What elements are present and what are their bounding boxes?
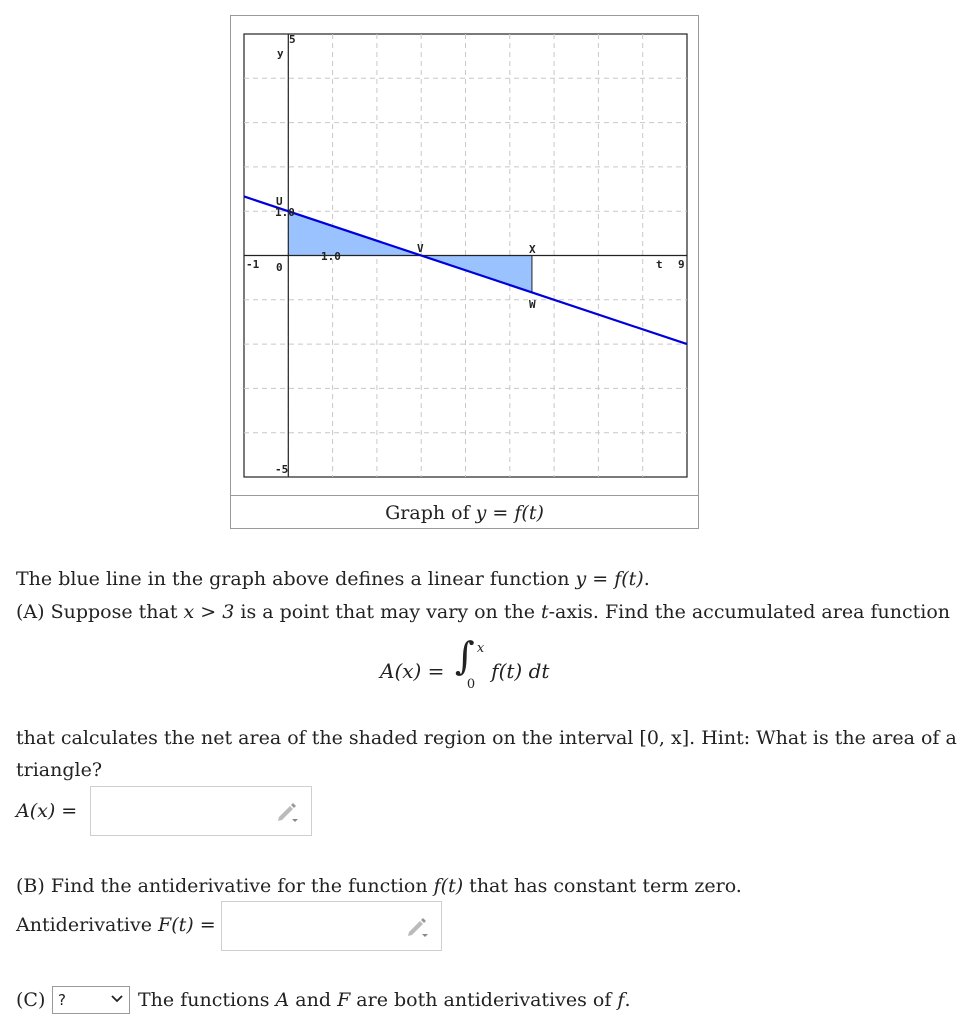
caption-prefix: Graph of [385,502,476,524]
label-point-v: V [417,242,424,255]
label-x-max: 9 [678,258,685,271]
intro-text: The blue line in the graph above defines a linear function [16,568,576,590]
graph-plot [231,16,698,495]
answer-b-box[interactable] [221,901,442,951]
part-c-a: A [275,989,290,1011]
part-a-t: t [540,601,549,623]
integrand: f(t) dt [491,659,550,683]
part-a-prefix: (A) Suppose that [16,601,184,623]
part-b-math: f(t) [433,875,464,897]
label-y-max: 5 [289,33,296,46]
integral-symbol-group [451,634,485,692]
part-a-math: x > 3 [183,601,235,623]
hint-line-1: that calculates the net area of the shaded region on the interval [0, x]. Hint: What is the area of a [16,727,957,749]
intro-line [16,566,650,592]
part-b-prefix: (B) Find the antiderivative for the function [16,875,434,897]
formula-lhs: A(x) = [380,659,451,683]
answer-a-label [16,798,77,824]
part-b-suffix: that has constant term zero. [463,875,742,897]
part-c-f: f [617,989,625,1011]
integral-formula [380,634,550,692]
answer-b-label-math: F(t) = [158,914,216,936]
label-point-x: X [529,243,536,256]
label-10-x: 1.0 [321,250,341,263]
part-c-and: and [289,989,338,1011]
pencil-icon[interactable] [275,799,301,825]
part-c-text-2: are both antiderivatives of [350,989,618,1011]
label-x-min: -1 [246,258,260,271]
integral-lower: 0 [466,677,476,692]
label-y-min: -5 [275,463,289,476]
label-10-y: 1.0 [275,206,295,219]
graph-figure [230,15,699,529]
answer-a-input[interactable] [91,787,277,835]
part-c-select-value: ? [58,991,66,1009]
part-c-statement [138,987,631,1013]
answer-a-box[interactable] [90,786,312,836]
integral-upper: x [476,641,485,656]
part-a-line [16,599,950,625]
intro-end: . [643,568,650,590]
part-c-label: (C) [16,989,46,1011]
integral-sign: ∫ [454,634,475,678]
answer-a-label-text: A(x) = [16,800,78,822]
part-c-text-1: The functions [138,989,276,1011]
part-b-line [16,873,742,899]
label-origin: 0 [276,261,283,274]
part-a-suffix: -axis. Find the accumulated area function [548,601,950,623]
hint-line-2: triangle? [16,759,103,781]
pencil-icon[interactable] [405,914,431,940]
label-point-u: U [276,195,283,208]
part-c-f-cap: F [337,989,351,1011]
graph-caption [231,495,698,529]
answer-b-label [16,912,216,938]
label-y: y [277,47,284,60]
label-t: t [656,258,663,271]
caption-math: y = f(t) [475,502,544,524]
answer-b-label-text: Antiderivative [16,914,159,936]
intro-math: y = f(t) [575,568,644,590]
answer-b-input[interactable] [222,902,408,950]
chevron-down-icon [111,994,123,1004]
label-point-w: W [529,298,536,311]
part-c-end: . [624,989,631,1011]
part-c-select[interactable] [52,986,130,1014]
part-a-middle: is a point that may vary on the [234,601,541,623]
